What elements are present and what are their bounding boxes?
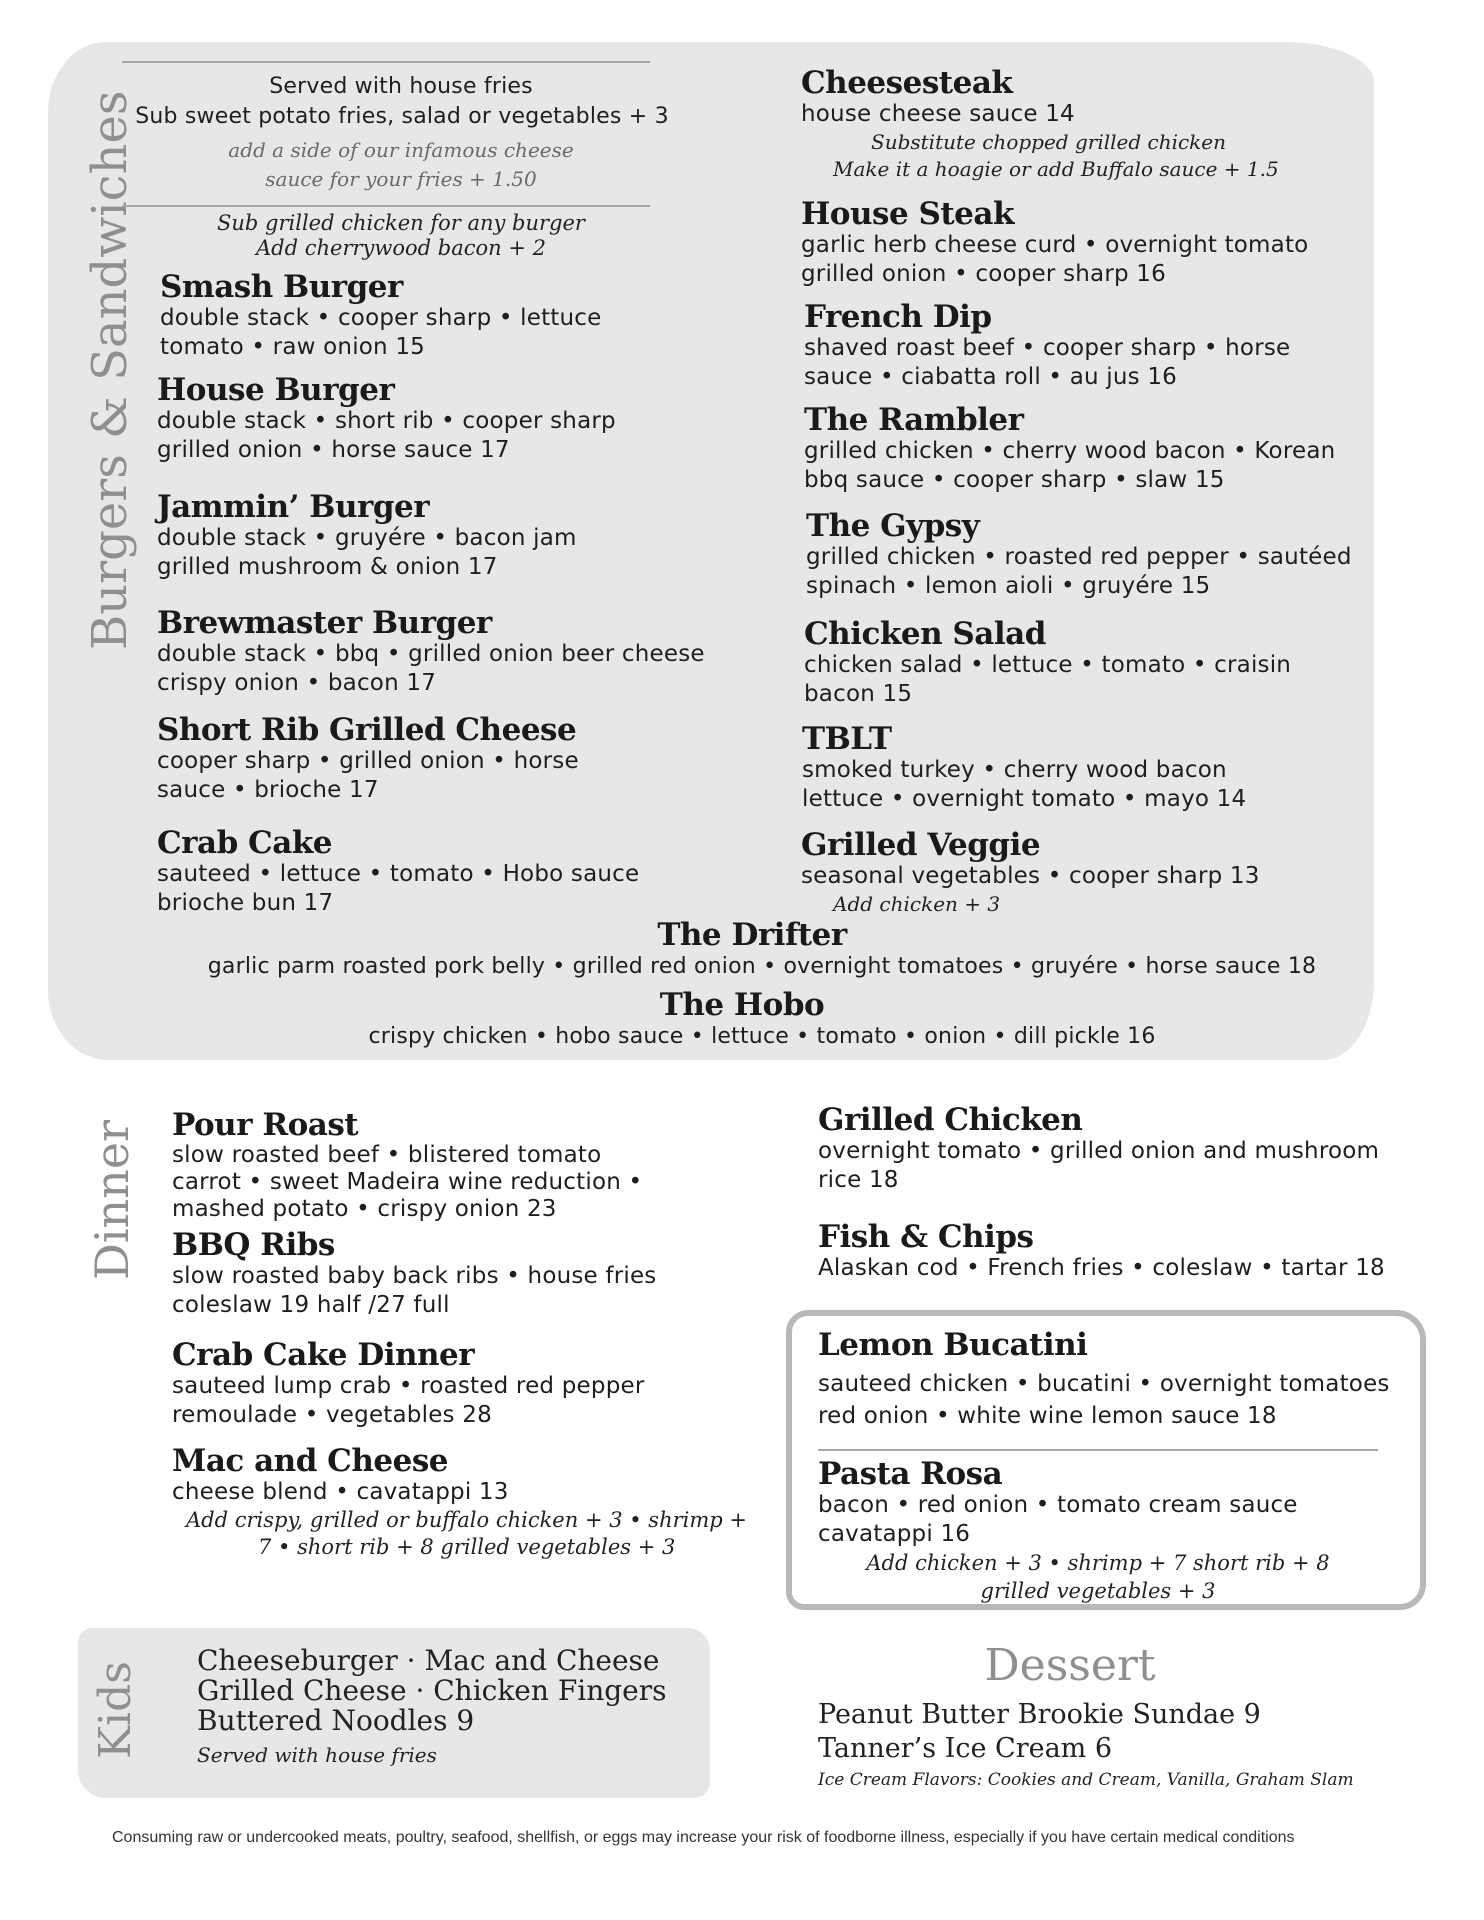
item-title: Lemon Bucatini [818, 1327, 1088, 1363]
item-desc: cooper sharp • grilled onion • horse [157, 748, 579, 774]
pasta-note-2: grilled vegetables + 3 [980, 1579, 1216, 1603]
item-desc: sauce • brioche 17 [157, 777, 379, 803]
burgers-heading: Burgers & Sandwiches [82, 90, 138, 650]
dinner-item [172, 1228, 657, 1320]
item-desc: grilled onion • cooper sharp 16 [801, 261, 1166, 287]
item-desc: grilled chicken • roasted red pepper • sautéed [806, 544, 1352, 570]
item-title: The Drifter [657, 917, 847, 953]
item-desc: overnight tomato • grilled onion and mushroom [818, 1138, 1380, 1164]
pasta-divider [818, 1449, 1378, 1451]
item-desc: rice 18 [818, 1167, 899, 1193]
item-desc: coleslaw 19 half /27 full [172, 1292, 450, 1318]
burger-item [157, 713, 579, 805]
item-desc: slow roasted baby back ribs • house fries [172, 1263, 657, 1289]
kids-line-1: Cheeseburger · Mac and Cheese [197, 1644, 660, 1677]
item-desc: garlic herb cheese curd • overnight tomato [801, 232, 1309, 258]
item-desc: garlic parm roasted pork belly • grilled red onion • overnight tomatoes • gruyére • horse sauce 18 [207, 954, 1317, 979]
dessert-note: Ice Cream Flavors: Cookies and Cream, Vanilla, Graham Slam [818, 1770, 1354, 1790]
sandwich-item [804, 300, 1290, 392]
item-note: 7 • short rib + 8 grilled vegetables + 3 [258, 1535, 676, 1559]
intro-line-5: Sub grilled chicken for any burger [217, 211, 585, 235]
sandwich-item [801, 197, 1308, 289]
item-desc: chicken salad • lettuce • tomato • craisin [804, 652, 1292, 678]
item-title: Chicken Salad [804, 616, 1046, 652]
item-desc: bacon 15 [804, 681, 913, 707]
item-title: French Dip [804, 299, 992, 335]
item-desc: bacon • red onion • tomato cream sauce [818, 1492, 1298, 1518]
burger-item [157, 490, 577, 582]
burger-item [157, 826, 639, 918]
item-title: Pasta Rosa [818, 1456, 1003, 1492]
item-title: Fish & Chips [818, 1219, 1034, 1255]
item-desc: cheese blend • cavatappi 13 [172, 1479, 509, 1505]
kids-line-3: Buttered Noodles 9 [197, 1704, 475, 1737]
item-desc: smoked turkey • cherry wood bacon [802, 757, 1227, 783]
dinner-item [818, 1220, 1385, 1283]
item-title: Cheesesteak [801, 65, 1013, 101]
item-title: Brewmaster Burger [157, 605, 492, 641]
item-desc: double stack • gruyére • bacon jam [157, 525, 577, 551]
footer-disclaimer: Consuming raw or undercooked meats, poultry, seafood, shellfish, or eggs may increase your risk of foodborne illness, especially if you have certain medical conditions [112, 1829, 1295, 1846]
intro-line-3: add a side of our infamous cheese [228, 138, 574, 162]
item-desc: double stack • cooper sharp • lettuce [160, 305, 602, 331]
item-title: House Steak [801, 196, 1014, 232]
item-note: Add chicken + 3 [833, 892, 1001, 916]
sandwich-item-cheesesteak [801, 66, 1321, 183]
item-title: The Hobo [659, 987, 825, 1023]
item-desc: crispy chicken • hobo sauce • lettuce • tomato • onion • dill pickle 16 [368, 1024, 1156, 1049]
burger-item [157, 373, 616, 465]
sandwich-item [806, 509, 1352, 601]
intro-top-rule [122, 61, 650, 63]
item-desc: remoulade • vegetables 28 [172, 1402, 492, 1428]
item-desc: shaved roast beef • cooper sharp • horse [804, 335, 1291, 361]
kids-heading: Kids [90, 1661, 141, 1759]
intro-line-2 [122, 102, 682, 131]
dinner-item [172, 1338, 645, 1430]
item-title: Grilled Chicken [818, 1102, 1083, 1138]
sandwich-item-hobo [48, 988, 1476, 1051]
intro-bottom-rule [122, 205, 650, 207]
dinner-item [172, 1108, 642, 1223]
item-desc: sauce • ciabatta roll • au jus 16 [804, 364, 1178, 390]
dinner-item [172, 1444, 747, 1561]
item-title: Pour Roast [172, 1107, 359, 1143]
item-title: BBQ Ribs [172, 1227, 335, 1263]
item-desc: grilled chicken • cherry wood bacon • Korean [804, 438, 1336, 464]
item-title: The Gypsy [806, 508, 980, 544]
item-desc: lettuce • overnight tomato • mayo 14 [802, 786, 1247, 812]
pasta-item [818, 1457, 1298, 1549]
pasta-item [818, 1328, 1390, 1432]
intro-line-4: sauce for your fries + 1.50 [265, 167, 537, 191]
intro-line-6: Add cherrywood bacon + 2 [256, 236, 546, 260]
item-desc: grilled onion • horse sauce 17 [157, 437, 510, 463]
item-note: Substitute chopped grilled chicken [871, 130, 1227, 154]
item-title: Short Rib Grilled Cheese [157, 712, 577, 748]
item-desc: sauteed • lettuce • tomato • Hobo sauce [157, 861, 640, 887]
item-title: Smash Burger [160, 269, 403, 305]
item-desc: sauteed chicken • bucatini • overnight tomatoes [818, 1371, 1390, 1397]
burger-item [157, 606, 705, 698]
item-desc: carrot • sweet Madeira wine reduction • [172, 1169, 643, 1195]
item-title: Crab Cake [157, 825, 333, 861]
dinner-heading: Dinner [85, 1119, 139, 1281]
item-desc: spinach • lemon aioli • gruyére 15 [806, 573, 1211, 599]
item-desc: tomato • raw onion 15 [160, 334, 426, 360]
item-desc: Alaskan cod • French fries • coleslaw • tartar 18 [818, 1255, 1385, 1281]
intro-line-2-text: Sub sweet potato fries, salad or vegetables + 3 [135, 104, 669, 129]
kids-note: Served with house fries [197, 1743, 437, 1767]
item-title: Grilled Veggie [801, 827, 1041, 863]
item-title: Mac and Cheese [172, 1443, 448, 1479]
item-desc: grilled mushroom & onion 17 [157, 554, 498, 580]
item-desc: slow roasted beef • blistered tomato [172, 1142, 602, 1168]
item-desc: cavatappi 16 [818, 1521, 971, 1547]
item-desc: brioche bun 17 [157, 890, 334, 916]
item-desc: double stack • short rib • cooper sharp [157, 408, 616, 434]
item-desc: red onion • white wine lemon sauce 18 [818, 1403, 1277, 1429]
dinner-item [818, 1103, 1379, 1195]
sandwich-item [802, 722, 1246, 814]
item-desc: double stack • bbq • grilled onion beer cheese [157, 641, 705, 667]
sandwich-item [804, 403, 1335, 495]
item-desc: seasonal vegetables • cooper sharp 13 [801, 863, 1260, 889]
dessert-item: Tanner’s Ice Cream 6 [818, 1733, 1113, 1764]
sandwich-item [804, 617, 1291, 709]
item-title: TBLT [802, 721, 892, 757]
dessert-item: Peanut Butter Brookie Sundae 9 [818, 1699, 1261, 1730]
kids-line-2: Grilled Cheese · Chicken Fingers [197, 1674, 667, 1707]
burger-item [160, 270, 602, 362]
item-note: Add crispy, grilled or buffalo chicken + 3 • shrimp + [186, 1508, 747, 1532]
item-title: Jammin’ Burger [157, 489, 430, 525]
sandwich-item-veggie [801, 828, 1260, 918]
item-desc: mashed potato • crispy onion 23 [172, 1196, 557, 1222]
sandwich-item-drifter [48, 918, 1476, 981]
dessert-heading: Dessert [984, 1640, 1156, 1691]
item-desc: crispy onion • bacon 17 [157, 670, 437, 696]
intro-line-1: Served with house fries [269, 74, 533, 99]
item-desc: sauteed lump crab • roasted red pepper [172, 1373, 645, 1399]
pasta-note-1: Add chicken + 3 • shrimp + 7 short rib + 8 [866, 1551, 1330, 1575]
item-title: House Burger [157, 372, 395, 408]
item-note: Make it a hoagie or add Buffalo sauce + 1.5 [833, 157, 1279, 181]
item-desc: bbq sauce • cooper sharp • slaw 15 [804, 467, 1225, 493]
item-title: Crab Cake Dinner [172, 1337, 475, 1373]
item-desc: house cheese sauce 14 [801, 101, 1075, 127]
item-title: The Rambler [804, 402, 1024, 438]
